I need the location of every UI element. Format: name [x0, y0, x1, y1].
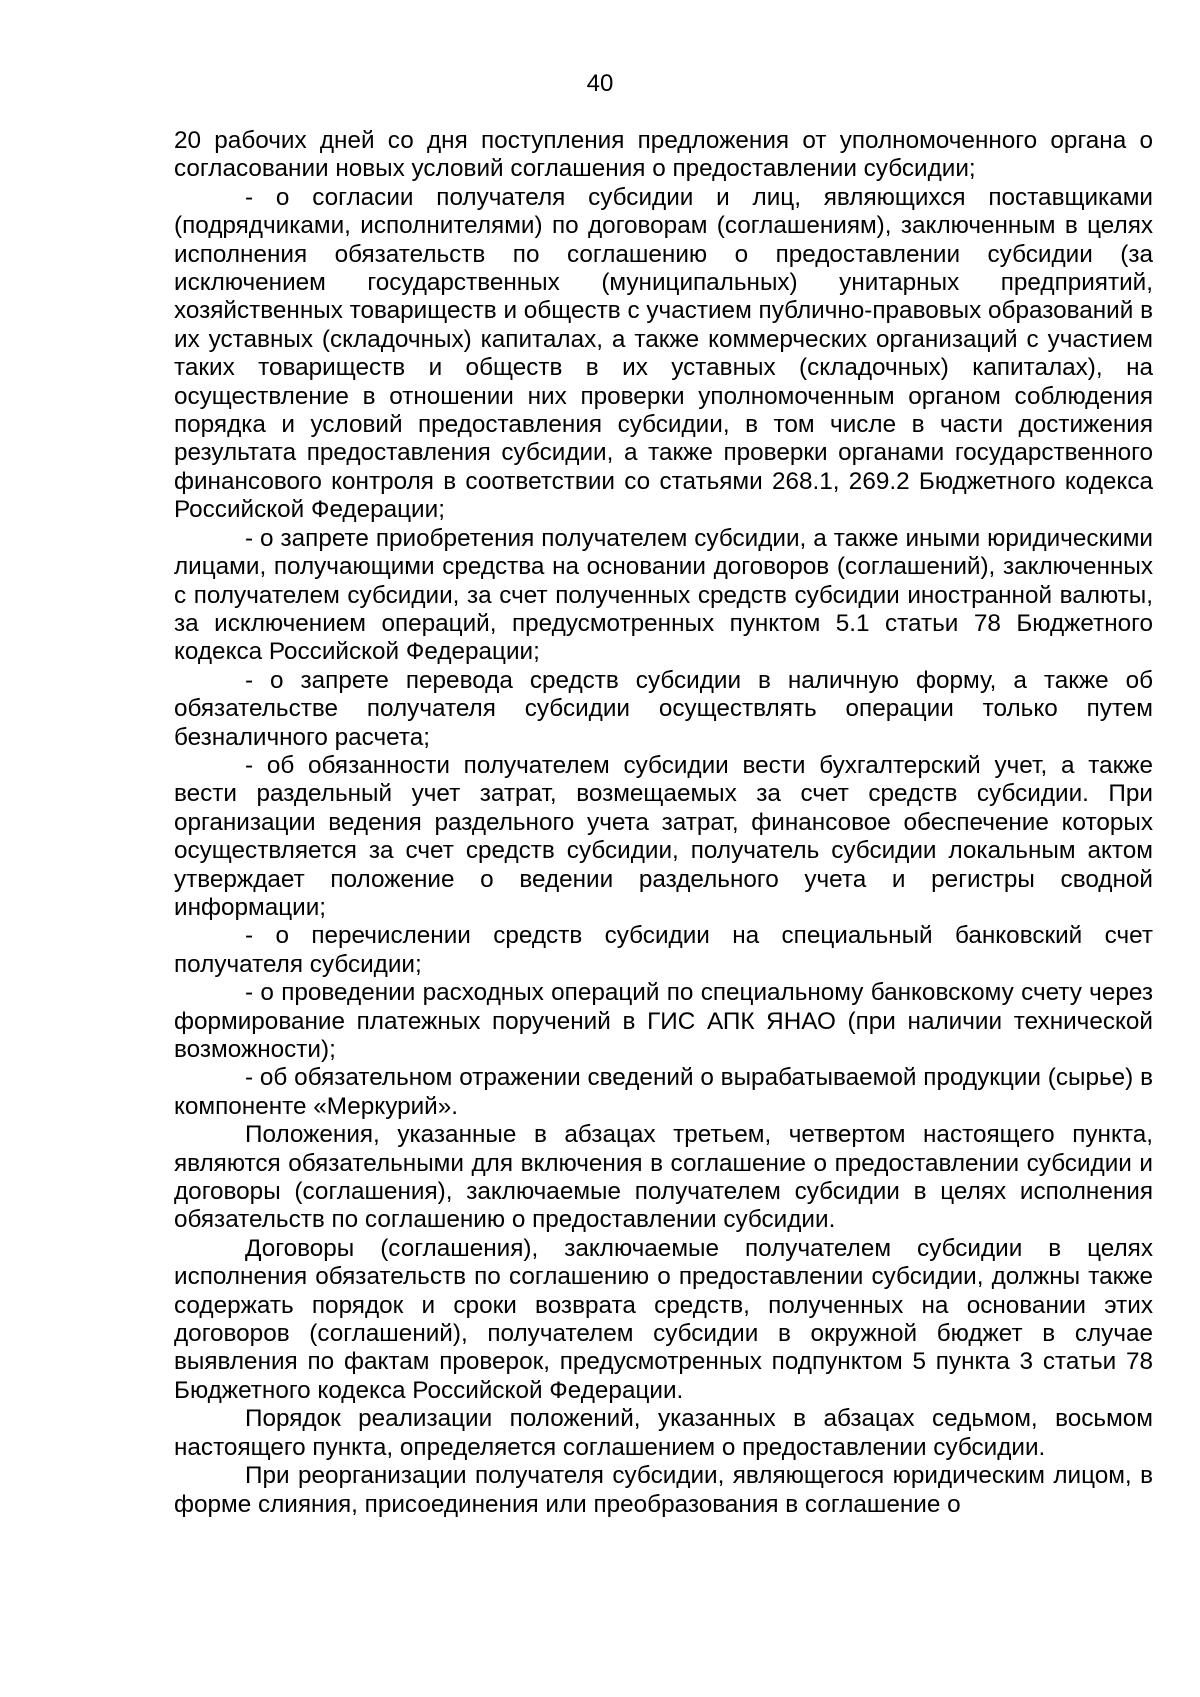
list-item-currency-ban: - о запрете приобретения получателем субсидии, а также иными юридическими лицами, получающими средства на основании договоров (соглашений), заключенных с получателем субсидии, за счет полученных средств субсидии иностранной валюты, за исключением операций, предусмотренных пунктом 5.1 статьи 78 Бюджетного кодекса Российской Федерации;: [174, 524, 1153, 666]
list-item-payment-orders: - о проведении расходных операций по специальному банковскому счету через формирование платежных поручений в ГИС АПК ЯНАО (при наличии технической возможности);: [174, 979, 1153, 1063]
list-item-cash-ban: - о запрете перевода средств субсидии в наличную форму, а также об обязательстве получателя субсидии осуществлять операции только путем безналичного расчета;: [174, 666, 1153, 751]
document-body: [174, 127, 1153, 1519]
list-item-mercury-reporting: - об обязательном отражении сведений о вырабатываемой продукции (сырье) в компоненте «Меркурий».: [174, 1064, 1153, 1120]
list-item-special-account-transfer: - о перечислении средств субсидии на специальный банковский счет получателя субсидии;: [174, 922, 1153, 978]
list-item-consent-inspection: - о согласии получателя субсидии и лиц, являющихся поставщиками (подрядчиками, исполнителями) по договорам (соглашениям), заключенным в целях исполнения обязательств по соглашению о предоставлении субсидии (за исключением государственных (муниципальных) унитарных предприятий, хозяйственных товариществ и обществ с участием публично-правовых образований в их уставных (складочных) капиталах, а также коммерческих организаций с участием таких товариществ и обществ в их уставных (складочных) капиталах), на осуществление в отношении них проверки уполномоченным органом соблюдения порядка и условий предоставления субсидии, в том числе в части достижения результата предоставления субсидии, а также проверки органами государственного финансового контроля в соответствии со статьями 268.1, 269.2 Бюджетного кодекса Российской Федерации;: [174, 183, 1153, 524]
paragraph-mandatory-provisions: Положения, указанные в абзацах третьем, четвертом настоящего пункта, являются обязательными для включения в соглашение о предоставлении субсидии и договоры (соглашения), заключаемые получателем субсидии в целях исполнения обязательств по соглашению о предоставлении субсидии.: [174, 1121, 1153, 1234]
paragraph-contract-return-terms: Договоры (соглашения), заключаемые получателем субсидии в целях исполнения обязательств по соглашению о предоставлении субсидии, должны также содержать порядок и сроки возврата средств, полученных на основании этих договоров (соглашений), получателем субсидии в окружной бюджет в случае выявления по фактам проверок, предусмотренных подпунктом 5 пункта 3 статьи 78 Бюджетного кодекса Российской Федерации.: [174, 1234, 1153, 1404]
paragraph-continuation: 20 рабочих дней со дня поступления предложения от уполномоченного органа о согласовании новых условий соглашения о предоставлении субсидии;: [174, 127, 1153, 183]
page-number: 40: [586, 70, 614, 97]
list-item-accounting-duty: - об обязанности получателем субсидии вести бухгалтерский учет, а также вести раздельный учет затрат, возмещаемых за счет средств субсидии. При организации ведения раздельного учета затрат, финансовое обеспечение которых осуществляется за счет средств субсидии, получатель субсидии локальным актом утверждает положение о ведении раздельного учета и регистры сводной информации;: [174, 751, 1153, 921]
paragraph-implementation-order: Порядок реализации положений, указанных в абзацах седьмом, восьмом настоящего пункта, определяется соглашением о предоставлении субсидии.: [174, 1405, 1153, 1461]
paragraph-reorganization: При реорганизации получателя субсидии, являющегося юридическим лицом, в форме слияния, присоединения или преобразования в соглашение о: [174, 1462, 1153, 1518]
